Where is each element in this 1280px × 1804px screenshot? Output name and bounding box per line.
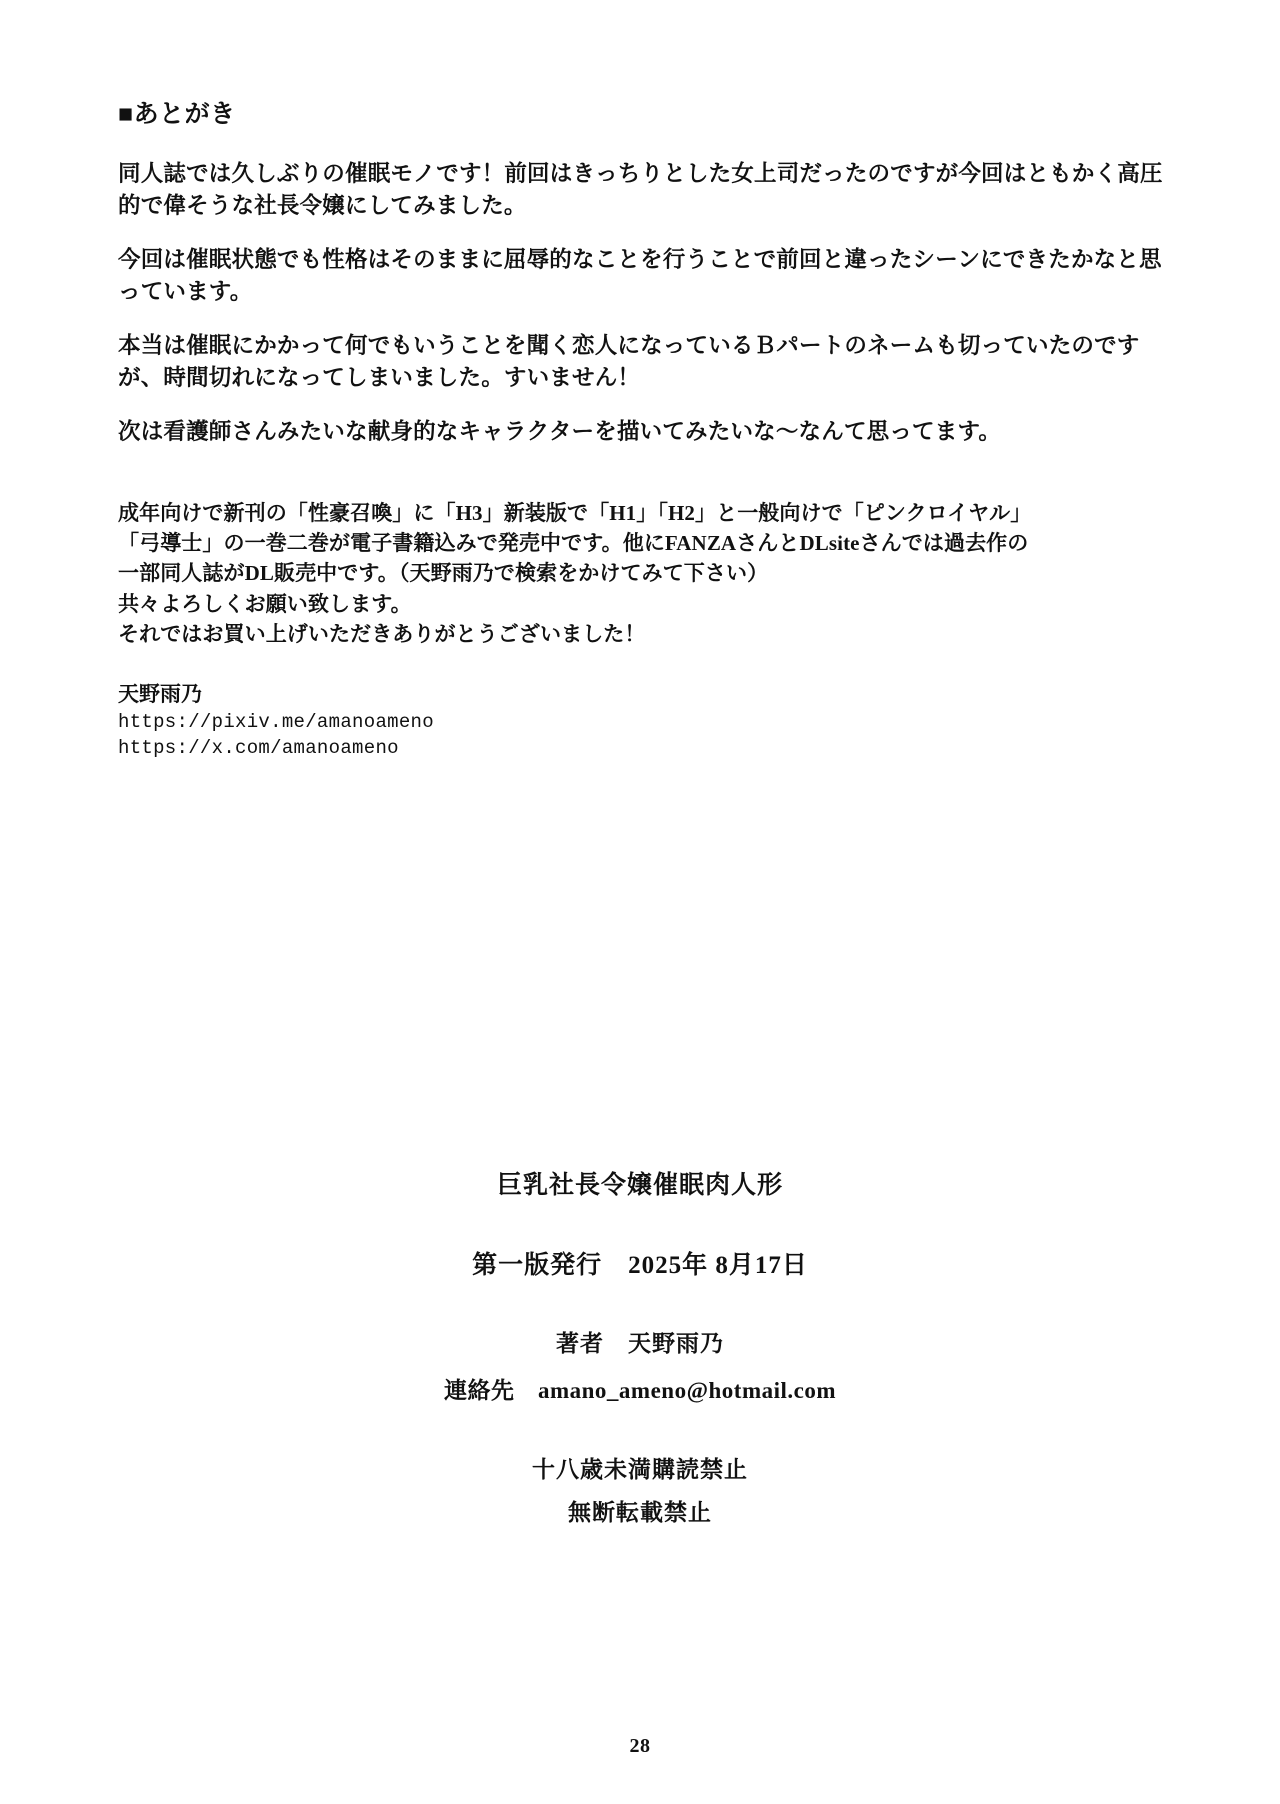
release-notice-line-4: 共々よろしくお願い致します。: [118, 591, 412, 616]
age-restriction-notice: 十八歳未満購読禁止: [532, 1457, 748, 1482]
signature-block: [118, 680, 1168, 762]
afterword-paragraph-4: 次は看護師さんみたいな献身的なキャラクターを描いてみたいな〜なんて思ってます。: [118, 418, 1002, 444]
release-notice: [118, 498, 1168, 650]
edition-date: 第一版発行 2025年 8月17日: [472, 1252, 808, 1279]
afterword-section: [118, 100, 1168, 761]
afterword-heading: ■あとがき: [118, 101, 236, 128]
colophon-section: [0, 1165, 1280, 1527]
x-twitter-link[interactable]: https://x.com/amanoameno: [118, 736, 399, 759]
afterword-paragraph-3: 本当は催眠にかかって何でもいうことを聞く恋人になっているＢパートのネームも切っていたのですが、時間切れになってしまいました。すいません！: [118, 332, 1140, 390]
pixiv-link[interactable]: https://pixiv.me/amanoameno: [118, 711, 434, 734]
author-credit: 著者 天野雨乃: [556, 1331, 724, 1356]
afterword-paragraph-2: 今回は催眠状態でも性格はそのままに屈辱的なことを行うことで前回と違ったシーンにできたかなと思っています。: [118, 246, 1162, 304]
release-notice-line-5: それではお買い上げいただきありがとうございました！: [118, 622, 646, 647]
afterword-paragraph-1: 同人誌では久しぶりの催眠モノです！前回はきっちりとした女上司だったのですが今回はともかく高圧的で偉そうな社長令嬢にしてみました。: [118, 161, 1163, 218]
book-title: 巨乳社長令嬢催眠肉人形: [496, 1172, 783, 1199]
release-notice-line-1: 成年向けで新刊の「性豪召喚」に「H3」新装版で「H1」「H2」と一般向けで「ピンクロイヤル」: [118, 500, 1032, 525]
release-notice-line-2: 「弓導士」の一巻二巻が電子書籍込みで発売中です。他にFANZAさんとDLsiteさんでは過去作の: [118, 531, 1029, 555]
contact-email: 連絡先 amano_ameno@hotmail.com: [443, 1378, 836, 1403]
author-signature: 天野雨乃: [118, 681, 202, 706]
no-repost-notice: 無断転載禁止: [568, 1500, 712, 1525]
release-notice-line-3: 一部同人誌がDL販売中です。（天野雨乃で検索をかけてみて下さい）: [118, 561, 769, 586]
page-number: 28: [629, 1735, 651, 1757]
